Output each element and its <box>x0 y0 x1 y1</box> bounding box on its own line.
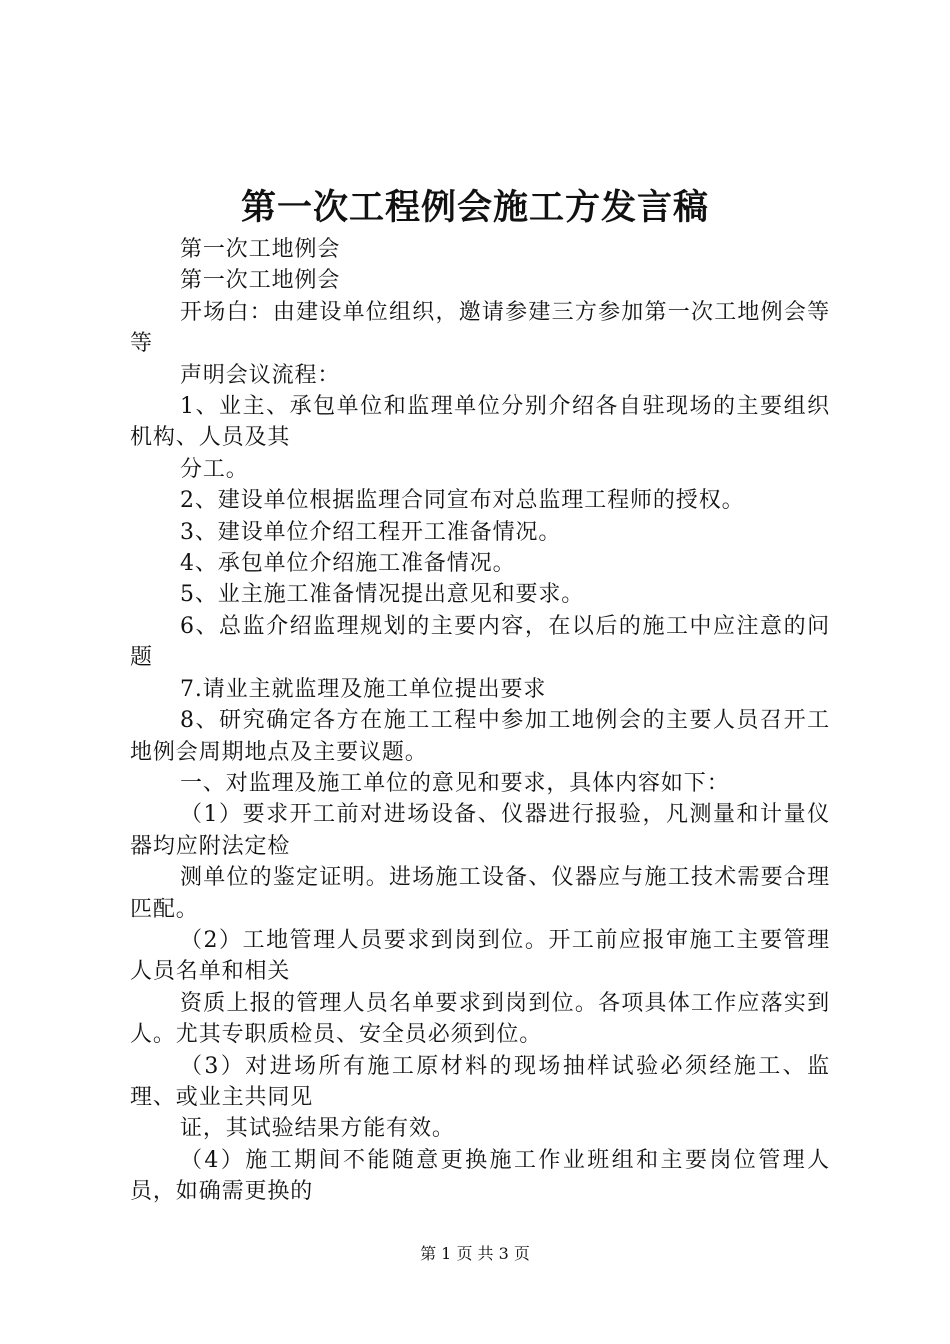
paragraph: （1）要求开工前对进场设备、仪器进行报验，凡测量和计量仪器均应附法定检 <box>130 802 830 859</box>
paragraph: 6、总监介绍监理规划的主要内容，在以后的施工中应注意的问题 <box>130 613 830 671</box>
page-footer: 第 1 页 共 3 页 <box>420 1244 530 1263</box>
paragraph: 分工。 <box>180 456 249 482</box>
document-body <box>130 234 830 1208</box>
paragraph: 8、研究确定各方在施工工程中参加工地例会的主要人员召开工地例会周期地点及主要议题。 <box>130 708 830 765</box>
paragraph: 3、建设单位介绍工程开工准备情况。 <box>180 519 562 545</box>
paragraph: 第一次工地例会 <box>180 237 341 262</box>
paragraph: 开场白：由建设单位组织，邀请参建三方参加第一次工地例会等等 <box>130 299 830 357</box>
paragraph: 一、对监理及施工单位的意见和要求，具体内容如下： <box>180 770 730 796</box>
paragraph: 证，其试验结果方能有效。 <box>180 1116 455 1142</box>
paragraph: 1、业主、承包单位和监理单位分别介绍各自驻现场的主要组织机构、人员及其 <box>130 394 830 451</box>
paragraph: 第一次工地例会 <box>180 268 341 294</box>
document-title: 第一次工程例会施工方发言稿 <box>240 188 709 228</box>
paragraph: 测单位的鉴定证明。进场施工设备、仪器应与施工技术需要合理匹配。 <box>130 865 830 922</box>
paragraph: （4）施工期间不能随意更换施工作业班组和主要岗位管理人员，如确需更换的 <box>130 1147 830 1205</box>
paragraph: （3）对进场所有施工原材料的现场抽样试验必须经施工、监理、或业主共同见 <box>130 1053 830 1110</box>
paragraph: 声明会议流程： <box>180 362 341 388</box>
paragraph: 2、建设单位根据监理合同宣布对总监理工程师的授权。 <box>180 488 745 514</box>
paragraph: 资质上报的管理人员名单要求到岗到位。各项具体工作应落实到人。尤其专职质检员、安全员必须到位。 <box>130 990 830 1048</box>
paragraph: 4、承包单位介绍施工准备情况。 <box>180 551 516 577</box>
paragraph: 5、业主施工准备情况提出意见和要求。 <box>180 582 585 608</box>
paragraph: 7.请业主就监理及施工单位提出要求 <box>180 676 547 702</box>
paragraph: （2）工地管理人员要求到岗到位。开工前应报审施工主要管理人员名单和相关 <box>130 927 830 985</box>
